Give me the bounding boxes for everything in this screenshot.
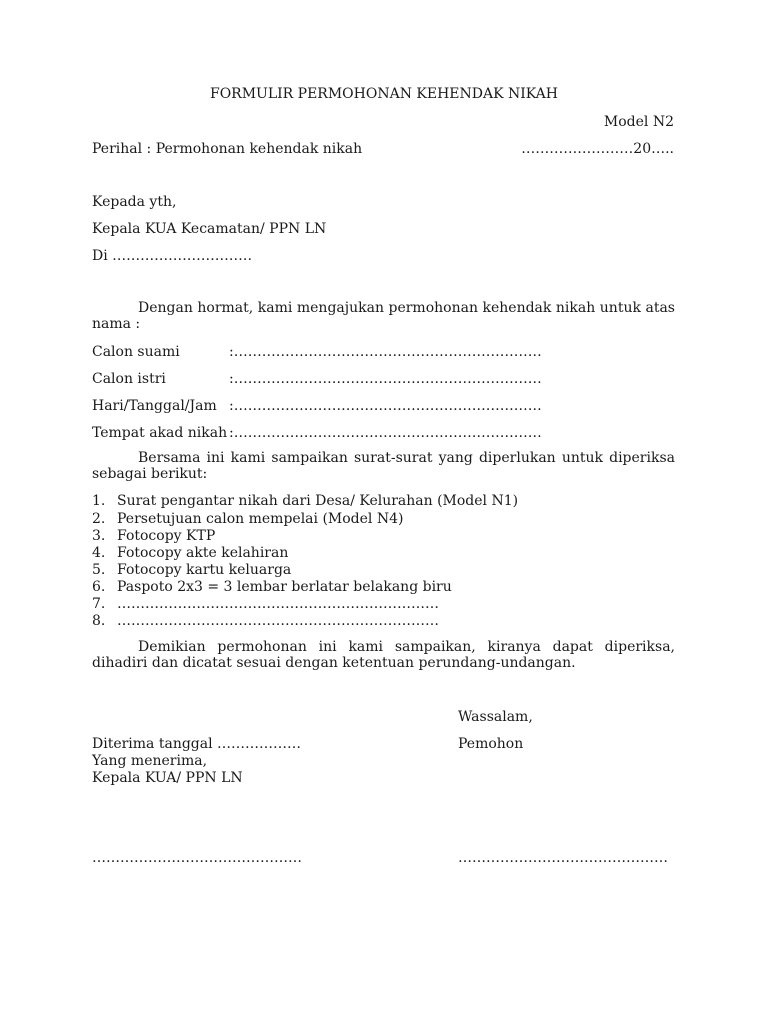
receiver-label: Yang menerima,: [92, 753, 208, 769]
model-number: Model N2: [603, 114, 674, 130]
list-text: Surat pengantar nikah dari Desa/ Kelurahan (Model N1): [117, 493, 519, 509]
recipient-greeting: Kepada yth,: [92, 194, 177, 210]
received-date: Diterima tanggal ………………: [92, 736, 302, 752]
list-number: 5.: [92, 562, 106, 578]
list-text: Fotocopy kartu keluarga: [117, 562, 292, 578]
field-label-calon-suami: Calon suami: [92, 344, 180, 360]
list-text: ……………………………………………………………: [117, 613, 439, 629]
field-value-calon-istri: :…………………………………………………………: [229, 371, 542, 387]
list-item: [0, 562, 768, 579]
field-value-calon-suami: :…………………………………………………………: [229, 344, 542, 360]
field-value-tempat-akad: :…………………………………………………………: [229, 425, 542, 441]
wassalam: Wassalam,: [458, 709, 533, 725]
list-number: 4.: [92, 545, 106, 561]
list-item: [0, 613, 768, 630]
date-line: ……………………20…..: [521, 141, 674, 157]
list-item: [0, 545, 768, 562]
field-label-hari-tanggal: Hari/Tanggal/Jam: [92, 398, 217, 414]
recipient-title: Kepala KUA Kecamatan/ PPN LN: [92, 221, 327, 237]
closing-paragraph: Demikian permohonan ini kami sampaikan, kiranya dapat diperiksa, dihadiri dan dicatat sesuai dengan ketentuan perundang-undangan.: [92, 639, 675, 671]
list-number: 8.: [92, 613, 106, 629]
list-number: 7.: [92, 596, 106, 612]
list-item: [0, 511, 768, 528]
list-text: Paspoto 2x3 = 3 lembar berlatar belakang biru: [117, 579, 452, 595]
field-label-calon-istri: Calon istri: [92, 371, 166, 387]
list-number: 2.: [92, 511, 106, 527]
field-label-tempat-akad: Tempat akad nikah: [92, 425, 228, 441]
list-number: 6.: [92, 579, 106, 595]
documents-paragraph: Bersama ini kami sampaikan surat-surat yang diperlukan untuk diperiksa sebagai berikut:: [92, 450, 675, 482]
field-value-hari-tanggal: :…………………………………………………………: [229, 398, 542, 414]
list-text: Fotocopy akte kelahiran: [117, 545, 289, 561]
list-item: [0, 493, 768, 510]
list-text: Fotocopy KTP: [117, 528, 216, 544]
list-item: [0, 596, 768, 613]
form-title: FORMULIR PERMOHONAN KEHENDAK NIKAH: [209, 86, 559, 102]
signature-line-left: ………………………………………: [92, 850, 302, 866]
intro-paragraph: Dengan hormat, kami mengajukan permohonan kehendak nikah untuk atas nama :: [92, 300, 675, 332]
list-number: 1.: [92, 493, 106, 509]
pemohon-label: Pemohon: [458, 736, 524, 752]
list-item: [0, 528, 768, 545]
list-number: 3.: [92, 528, 106, 544]
recipient-location: Di …………………………: [92, 248, 253, 264]
receiver-title: Kepala KUA/ PPN LN: [92, 770, 243, 786]
perihal-line: Perihal : Permohonan kehendak nikah: [92, 141, 363, 157]
list-text: Persetujuan calon mempelai (Model N4): [117, 511, 404, 527]
list-item: [0, 579, 768, 596]
signature-line-right: ………………………………………: [458, 850, 668, 866]
list-text: ……………………………………………………………: [117, 596, 439, 612]
